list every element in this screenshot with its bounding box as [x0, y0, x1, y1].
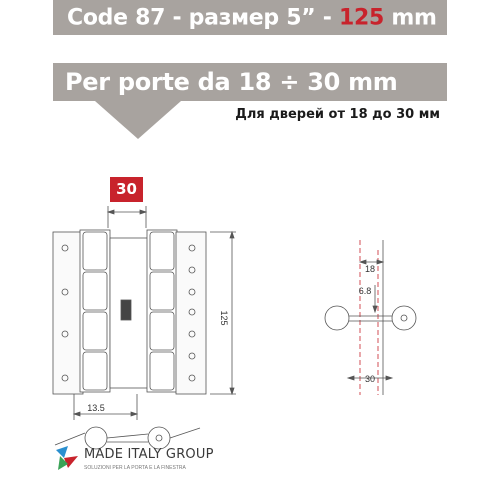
header-code-text: Code 87 - размер 5” -	[67, 5, 339, 30]
side-section-left-barrel	[325, 306, 349, 330]
logo-mark-icon	[54, 444, 80, 474]
logo-name: MADE ITALY GROUP	[84, 447, 214, 462]
dim-18-label: 18	[364, 264, 376, 274]
dim-30-side-arrow-left	[348, 376, 354, 380]
hinge-barrel-left	[80, 230, 110, 392]
logo-tagline: SOLUZIONI PER LA PORTA E LA FINESTRA	[84, 465, 186, 471]
dim-6-8-label: 6.8	[358, 286, 372, 296]
dim-13-5-label: 13.5	[87, 403, 105, 413]
section-right-plate-line	[170, 428, 200, 438]
dim-30-side-arrow-right	[386, 376, 392, 380]
door-range-subtitle-ru: Для дверей от 18 до 30 мм	[235, 107, 440, 122]
dim-13-5-arrow-right	[131, 412, 137, 416]
section-right-pin	[156, 435, 162, 441]
door-range-label: Per porte da 18 ÷ 30 mm	[65, 68, 398, 96]
header-size-value: 125	[338, 5, 384, 30]
side-section-right-barrel	[392, 306, 416, 330]
dim-30-arrow-left	[108, 210, 114, 214]
header-size-unit: mm	[384, 5, 437, 30]
section-center-link	[107, 434, 148, 438]
dim-30-arrow-right	[140, 210, 146, 214]
dim-125-arrow-bottom	[230, 388, 234, 394]
brand-logo	[54, 444, 224, 484]
hinge-center-logo	[121, 300, 131, 320]
dim-6-8-arrow	[373, 306, 377, 312]
hinge-barrel-right	[147, 230, 177, 392]
dim-13-5-arrow-left	[74, 412, 80, 416]
hinge-plate-left	[53, 232, 83, 394]
dim-125-arrow-top	[230, 232, 234, 238]
dim-18-arrow-right	[377, 260, 383, 264]
dim-125-label: 125	[219, 310, 229, 326]
hinge-plate-right	[176, 232, 206, 394]
door-thickness-badge: 30	[110, 177, 143, 202]
dim-30-side-label: 30	[364, 374, 376, 384]
